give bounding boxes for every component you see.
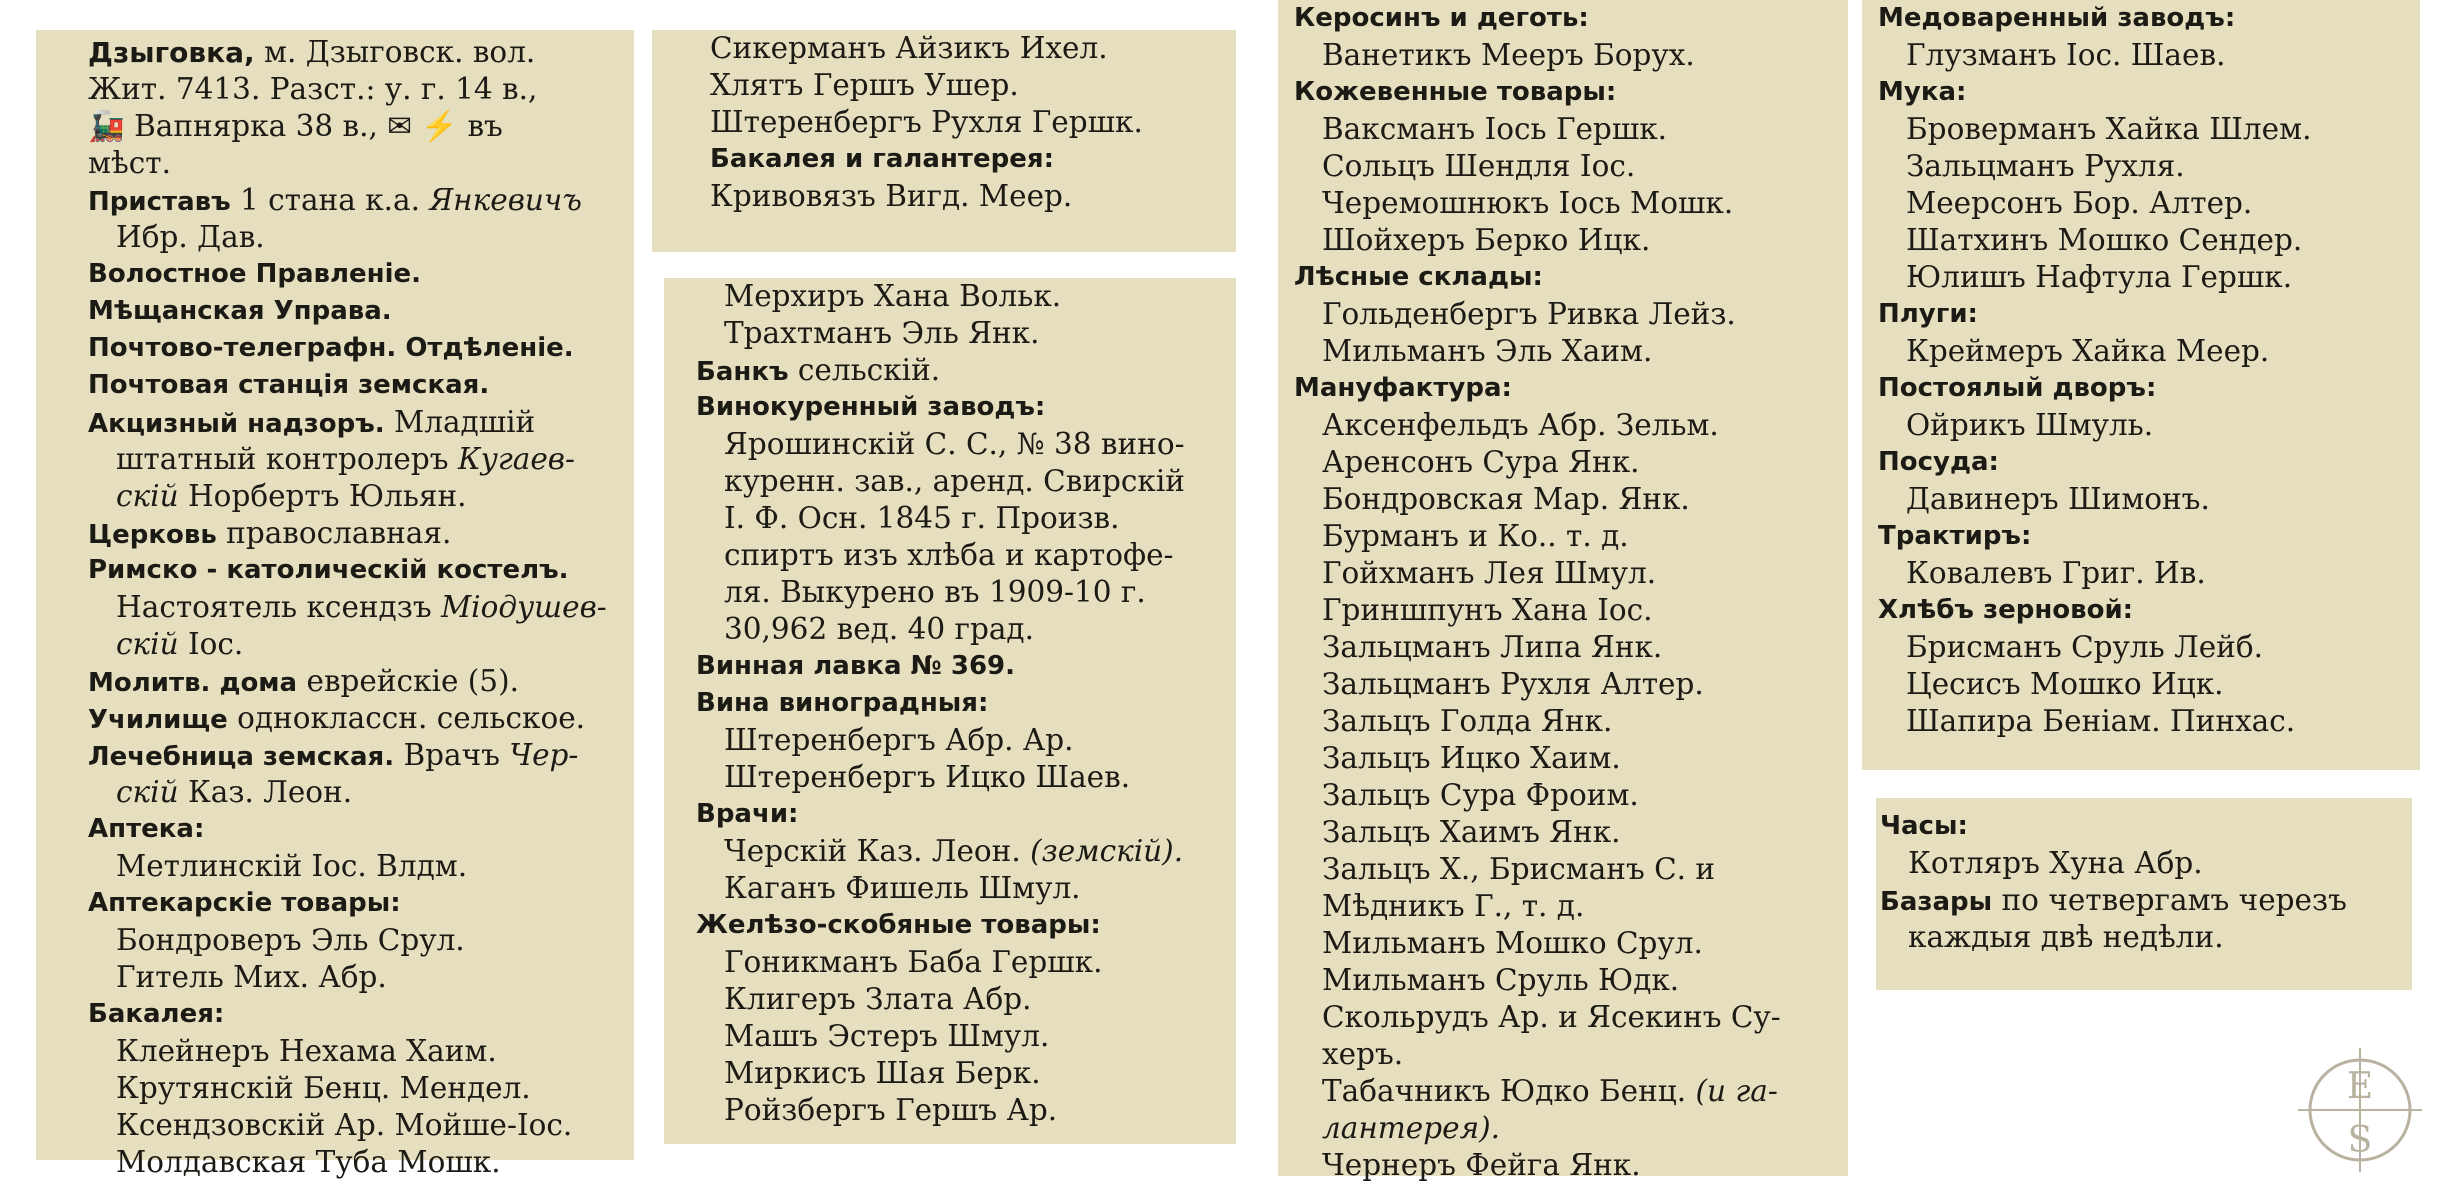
directory-column-4-bottom bbox=[1876, 798, 2412, 990]
town-name: Дзыговка, bbox=[88, 36, 255, 69]
listing-text: Норбертъ Юльян. bbox=[178, 479, 467, 513]
listing-line bbox=[710, 104, 1236, 141]
listing-line bbox=[696, 426, 1236, 463]
listing-text: Штеренбергъ Абр. Ар. bbox=[724, 723, 1074, 757]
institution-name: Лечебница земская. bbox=[88, 742, 395, 772]
listing-line bbox=[88, 71, 634, 108]
listing-line bbox=[1294, 444, 1848, 481]
directory-column-2-top bbox=[652, 30, 1236, 252]
listing-line bbox=[696, 833, 1236, 870]
listing-line bbox=[88, 478, 634, 515]
listing-text: 🚂 Вапнярка 38 в., ✉ ⚡ въ bbox=[88, 109, 503, 143]
italic-fragment: скій bbox=[116, 627, 179, 661]
listing-text: Зальцманъ Рухля Алтер. bbox=[1322, 667, 1704, 701]
listing-line bbox=[696, 1092, 1236, 1129]
listing-text: Гойхманъ Лея Шмул. bbox=[1322, 556, 1657, 590]
listing-line bbox=[1294, 1073, 1848, 1110]
listing-line bbox=[1294, 814, 1848, 851]
section-heading: Бакалея: bbox=[88, 999, 225, 1029]
listing-line bbox=[1878, 629, 2420, 666]
institution-details: Младшій bbox=[384, 405, 536, 439]
listing-text: Ковалевъ Григ. Ив. bbox=[1906, 556, 2206, 590]
listing-line bbox=[1294, 740, 1848, 777]
listing-line bbox=[1878, 37, 2420, 74]
listing-text: Молдавская Туба Мошк. bbox=[116, 1145, 501, 1179]
listing-text: Зальцманъ Липа Янк. bbox=[1322, 630, 1663, 664]
listing-line bbox=[1294, 666, 1848, 703]
listing-text: Миркисъ Шая Берк. bbox=[724, 1056, 1041, 1090]
listing-line bbox=[1878, 222, 2420, 259]
directory-column-3 bbox=[1278, 0, 1848, 1182]
listing-line bbox=[1878, 185, 2420, 222]
town-entry-header bbox=[88, 34, 634, 71]
listing-line bbox=[696, 1055, 1236, 1092]
italic-fragment: Міодушев- bbox=[440, 590, 607, 624]
listing-line bbox=[1294, 1110, 1848, 1147]
listing-line bbox=[88, 145, 634, 182]
listing-line bbox=[1294, 555, 1848, 592]
listing-text: Метлинскій Іос. Влдм. bbox=[116, 849, 468, 883]
listing-line bbox=[1294, 222, 1848, 259]
listing-text: мѣст. bbox=[88, 146, 171, 180]
listing-text: Мильманъ Эль Хаим. bbox=[1322, 334, 1653, 368]
listing-text: Чернеръ Фейга Янк. bbox=[1322, 1148, 1641, 1182]
listing-line bbox=[710, 30, 1236, 67]
italic-fragment: лантерея). bbox=[1322, 1111, 1500, 1145]
listing-text: Бурманъ и Ко.. т. д. bbox=[1322, 519, 1629, 553]
listing-line bbox=[1878, 148, 2420, 185]
listing-text: Мильманъ Сруль Юдк. bbox=[1322, 963, 1680, 997]
institution-line bbox=[1880, 882, 2412, 919]
listing-line bbox=[1294, 1036, 1848, 1073]
listing-line bbox=[696, 870, 1236, 907]
listing-text: Крутянскій Бенц. Мендел. bbox=[116, 1071, 531, 1105]
listing-line bbox=[1878, 333, 2420, 370]
listing-line bbox=[1294, 481, 1848, 518]
section-heading: Трактиръ: bbox=[1878, 521, 2032, 551]
listing-text: Скольрудъ Ар. и Ясекинъ Су- bbox=[1322, 1000, 1781, 1034]
listing-text: Шатхинъ Мошко Сендер. bbox=[1906, 223, 2303, 257]
listing-line bbox=[1294, 333, 1848, 370]
section-heading: Римско - католическій костелъ. bbox=[88, 555, 569, 585]
listing-text: Ойрикъ Шмуль. bbox=[1906, 408, 2154, 442]
listing-line bbox=[696, 537, 1236, 574]
listing-line bbox=[88, 441, 634, 478]
section-heading: Часы: bbox=[1880, 811, 1968, 841]
section-heading: Вина виноградныя: bbox=[696, 688, 989, 718]
listing-text: Ванетикъ Мееръ Борух. bbox=[1322, 38, 1695, 72]
listing-text: Мерхиръ Хана Вольк. bbox=[724, 279, 1062, 313]
listing-line bbox=[696, 463, 1236, 500]
institution-details: 1 стана к.а. bbox=[230, 183, 430, 217]
section-heading: Лѣсные склады: bbox=[1294, 262, 1543, 292]
listing-line bbox=[696, 944, 1236, 981]
person-name-italic: Янкевичъ bbox=[429, 183, 582, 217]
section-heading: Почтовая станція земская. bbox=[88, 370, 490, 400]
listing-line bbox=[1294, 185, 1848, 222]
listing-line bbox=[88, 219, 634, 256]
institution-line bbox=[88, 182, 634, 219]
listing-text: Настоятель ксендзъ bbox=[116, 590, 441, 624]
listing-text: Ксендзовскій Ар. Мойше-Іос. bbox=[116, 1108, 573, 1142]
italic-fragment: (земскій). bbox=[1030, 834, 1184, 868]
listing-line bbox=[1294, 407, 1848, 444]
section-heading: Плуги: bbox=[1878, 299, 1978, 329]
institution-name: Приставъ bbox=[88, 187, 231, 217]
section-heading: Керосинъ и деготь: bbox=[1294, 3, 1589, 33]
institution-details: еврейскіе (5). bbox=[297, 664, 519, 698]
listing-line bbox=[88, 959, 634, 996]
listing-line bbox=[1294, 777, 1848, 814]
listing-text: Машъ Эстеръ Шмул. bbox=[724, 1019, 1050, 1053]
listing-line bbox=[696, 500, 1236, 537]
listing-line bbox=[1294, 148, 1848, 185]
listing-line bbox=[1294, 1147, 1848, 1184]
listing-line bbox=[696, 1018, 1236, 1055]
section-heading: Винная лавка № 369. bbox=[696, 651, 1016, 681]
listing-line bbox=[88, 774, 634, 811]
institution-details: Врачъ bbox=[394, 738, 510, 772]
listing-line bbox=[1294, 925, 1848, 962]
listing-line bbox=[88, 1070, 634, 1107]
institution-name: Базары bbox=[1880, 887, 1993, 917]
listing-line bbox=[1880, 919, 2412, 956]
listing-line bbox=[88, 922, 634, 959]
section-heading: Мѣщанская Управа. bbox=[88, 296, 392, 326]
listing-text: Бондроверъ Эль Срул. bbox=[116, 923, 465, 957]
listing-text: Шойхеръ Берко Ицк. bbox=[1322, 223, 1651, 257]
listing-line bbox=[1294, 962, 1848, 999]
institution-line bbox=[696, 352, 1236, 389]
listing-text: спиртъ изъ хлѣба и картофе- bbox=[724, 538, 1174, 572]
listing-text: Іос. bbox=[178, 627, 244, 661]
directory-column-4-top bbox=[1862, 0, 2420, 770]
listing-line bbox=[88, 1033, 634, 1070]
listing-text: Штеренбергъ Рухля Гершк. bbox=[710, 105, 1143, 139]
listing-text: Ваксманъ Іось Гершк. bbox=[1322, 112, 1668, 146]
listing-text: Зальцманъ Рухля. bbox=[1906, 149, 2185, 183]
listing-line bbox=[1294, 592, 1848, 629]
listing-line bbox=[1878, 407, 2420, 444]
listing-text: штатный контролеръ bbox=[116, 442, 458, 476]
section-heading: Почтово-телеграфн. Отдѣленіе. bbox=[88, 333, 574, 363]
listing-text: Зальцъ Сура Фроим. bbox=[1322, 778, 1639, 812]
listing-line bbox=[1294, 851, 1848, 888]
listing-text: херъ. bbox=[1322, 1037, 1404, 1071]
es-watermark-logo bbox=[2290, 1040, 2430, 1180]
listing-text: Юлишъ Нафтула Гершк. bbox=[1906, 260, 2293, 294]
section-heading: Посуда: bbox=[1878, 447, 1999, 477]
listing-line bbox=[1878, 666, 2420, 703]
listing-text: Аренсонъ Сура Янк. bbox=[1322, 445, 1640, 479]
listing-line bbox=[88, 589, 634, 626]
listing-line bbox=[1294, 518, 1848, 555]
section-heading: Кожевенные товары: bbox=[1294, 77, 1617, 107]
institution-details: православная. bbox=[216, 516, 452, 550]
listing-text: Мѣдникъ Г., т. д. bbox=[1322, 889, 1585, 923]
stamp-bottom-letter: S bbox=[2347, 1120, 2373, 1161]
listing-text: Гитель Мих. Абр. bbox=[116, 960, 387, 994]
listing-text: Шапира Беніам. Пинхас. bbox=[1906, 704, 2296, 738]
listing-text: Глузманъ Іос. Шаев. bbox=[1906, 38, 2226, 72]
italic-fragment: скій bbox=[116, 775, 179, 809]
listing-line bbox=[696, 574, 1236, 611]
listing-text: Давинеръ Шимонъ. bbox=[1906, 482, 2210, 516]
listing-line bbox=[1294, 296, 1848, 333]
institution-line bbox=[88, 700, 634, 737]
listing-text: Зальцъ Голда Янк. bbox=[1322, 704, 1613, 738]
town-details: м. Дзыговск. вол. bbox=[254, 35, 536, 69]
listing-text: Бондровская Мар. Янк. bbox=[1322, 482, 1690, 516]
directory-column-2-bottom bbox=[664, 278, 1236, 1144]
listing-line bbox=[696, 315, 1236, 352]
listing-line bbox=[88, 1144, 634, 1181]
listing-text: Табачникъ Юдко Бенц. bbox=[1322, 1074, 1696, 1108]
listing-text: Зальцъ Ицко Хаим. bbox=[1322, 741, 1621, 775]
section-heading: Желѣзо-скобяные товары: bbox=[696, 910, 1101, 940]
italic-fragment: (и га- bbox=[1695, 1074, 1778, 1108]
listing-text: Мильманъ Мошко Срул. bbox=[1322, 926, 1703, 960]
listing-line bbox=[696, 759, 1236, 796]
listing-text: Жит. 7413. Разст.: у. г. 14 в., bbox=[88, 72, 538, 106]
listing-line bbox=[1294, 37, 1848, 74]
listing-line bbox=[1880, 845, 2412, 882]
listing-line bbox=[696, 611, 1236, 648]
listing-text: Креймеръ Хайка Меер. bbox=[1906, 334, 2270, 368]
listing-line bbox=[1878, 111, 2420, 148]
listing-text: Трахтманъ Эль Янк. bbox=[724, 316, 1040, 350]
institution-name: Акцизный надзоръ. bbox=[88, 409, 385, 439]
person-name-italic: Чер- bbox=[509, 738, 579, 772]
institution-name: Церковь bbox=[88, 520, 217, 550]
institution-details: сельскій. bbox=[788, 353, 941, 387]
listing-line bbox=[710, 178, 1236, 215]
listing-line bbox=[1878, 259, 2420, 296]
listing-text: куренн. зав., аренд. Свирскій bbox=[724, 464, 1185, 498]
section-heading: Аптекарскіе товары: bbox=[88, 888, 401, 918]
listing-text: Аксенфельдъ Абр. Зельм. bbox=[1322, 408, 1719, 442]
listing-text: І. Ф. Осн. 1845 г. Произв. bbox=[724, 501, 1120, 535]
listing-text: Клигеръ Злата Абр. bbox=[724, 982, 1032, 1016]
institution-name: Училище bbox=[88, 705, 228, 735]
section-heading: Бакалея и галантерея: bbox=[710, 144, 1054, 174]
stamp-top-letter: E bbox=[2346, 1066, 2374, 1107]
listing-text: Цесисъ Мошко Ицк. bbox=[1906, 667, 2224, 701]
listing-line bbox=[1294, 888, 1848, 925]
listing-text: Ройзбергъ Гершъ Ар. bbox=[724, 1093, 1058, 1127]
directory-column-1 bbox=[36, 30, 634, 1179]
listing-line bbox=[696, 722, 1236, 759]
listing-text: Клейнеръ Нехама Хаим. bbox=[116, 1034, 497, 1068]
listing-text: Сольцъ Шендля Іос. bbox=[1322, 149, 1636, 183]
section-heading: Винокуренный заводъ: bbox=[696, 392, 1046, 422]
listing-line bbox=[88, 626, 634, 663]
listing-text: Ибр. Дав. bbox=[116, 220, 265, 254]
listing-text: 30,962 вед. 40 град. bbox=[724, 612, 1034, 646]
listing-text: ля. Выкурено въ 1909-10 г. bbox=[724, 575, 1146, 609]
listing-text: Каз. Леон. bbox=[178, 775, 353, 809]
listing-line bbox=[1878, 703, 2420, 740]
section-heading: Волостное Правленіе. bbox=[88, 259, 422, 289]
listing-text: Меерсонъ Бор. Алтер. bbox=[1906, 186, 2253, 220]
listing-line bbox=[1878, 555, 2420, 592]
listing-line bbox=[696, 981, 1236, 1018]
institution-name: Молитв. дома bbox=[88, 668, 298, 698]
listing-text: Сикерманъ Айзикъ Ихел. bbox=[710, 31, 1108, 65]
listing-text: Хлятъ Гершъ Ушер. bbox=[710, 68, 1019, 102]
institution-details: по четвергамъ черезъ bbox=[1992, 883, 2347, 917]
section-heading: Аптека: bbox=[88, 814, 205, 844]
institution-details: одноклассн. сельское. bbox=[227, 701, 586, 735]
listing-line bbox=[88, 108, 634, 145]
listing-text: Котляръ Хуна Абр. bbox=[1908, 846, 2203, 880]
listing-text: Гоникманъ Баба Гершк. bbox=[724, 945, 1103, 979]
listing-line bbox=[1878, 481, 2420, 518]
institution-line bbox=[88, 404, 634, 441]
section-heading: Хлѣбъ зерновой: bbox=[1878, 595, 2134, 625]
listing-text: Каганъ Фишель Шмул. bbox=[724, 871, 1081, 905]
italic-fragment: Кугаев- bbox=[457, 442, 575, 476]
listing-text: Брисманъ Сруль Лейб. bbox=[1906, 630, 2263, 664]
section-heading: Мука: bbox=[1878, 77, 1967, 107]
section-heading: Постоялый дворъ: bbox=[1878, 373, 2157, 403]
listing-text: каждыя двѣ недѣли. bbox=[1908, 920, 2224, 954]
listing-line bbox=[710, 67, 1236, 104]
section-heading: Врачи: bbox=[696, 799, 799, 829]
listing-text: Черемошнюкъ Іось Мошк. bbox=[1322, 186, 1734, 220]
institution-name: Банкъ bbox=[696, 357, 789, 387]
listing-line bbox=[88, 1107, 634, 1144]
institution-line bbox=[88, 663, 634, 700]
listing-text: Гольденбергъ Ривка Лейз. bbox=[1322, 297, 1736, 331]
listing-line bbox=[1294, 703, 1848, 740]
institution-line bbox=[88, 515, 634, 552]
italic-fragment: скій bbox=[116, 479, 179, 513]
listing-text: Кривовязъ Вигд. Меер. bbox=[710, 179, 1073, 213]
listing-line bbox=[88, 848, 634, 885]
listing-line bbox=[1294, 111, 1848, 148]
listing-text: Штеренбергъ Ицко Шаев. bbox=[724, 760, 1131, 794]
listing-text: Зальцъ Х., Брисманъ С. и bbox=[1322, 852, 1716, 886]
listing-line bbox=[1294, 999, 1848, 1036]
listing-line bbox=[696, 278, 1236, 315]
listing-text: Гриншпунъ Хана Іос. bbox=[1322, 593, 1653, 627]
listing-text: Броверманъ Хайка Шлем. bbox=[1906, 112, 2312, 146]
listing-text: Зальцъ Хаимъ Янк. bbox=[1322, 815, 1621, 849]
institution-line bbox=[88, 737, 634, 774]
section-heading: Медоваренный заводъ: bbox=[1878, 3, 2236, 33]
listing-text: Ярошинскій С. С., № 38 вино- bbox=[724, 427, 1185, 461]
section-heading: Мануфактура: bbox=[1294, 373, 1512, 403]
listing-text: Черскій Каз. Леон. bbox=[724, 834, 1031, 868]
listing-line bbox=[1294, 629, 1848, 666]
